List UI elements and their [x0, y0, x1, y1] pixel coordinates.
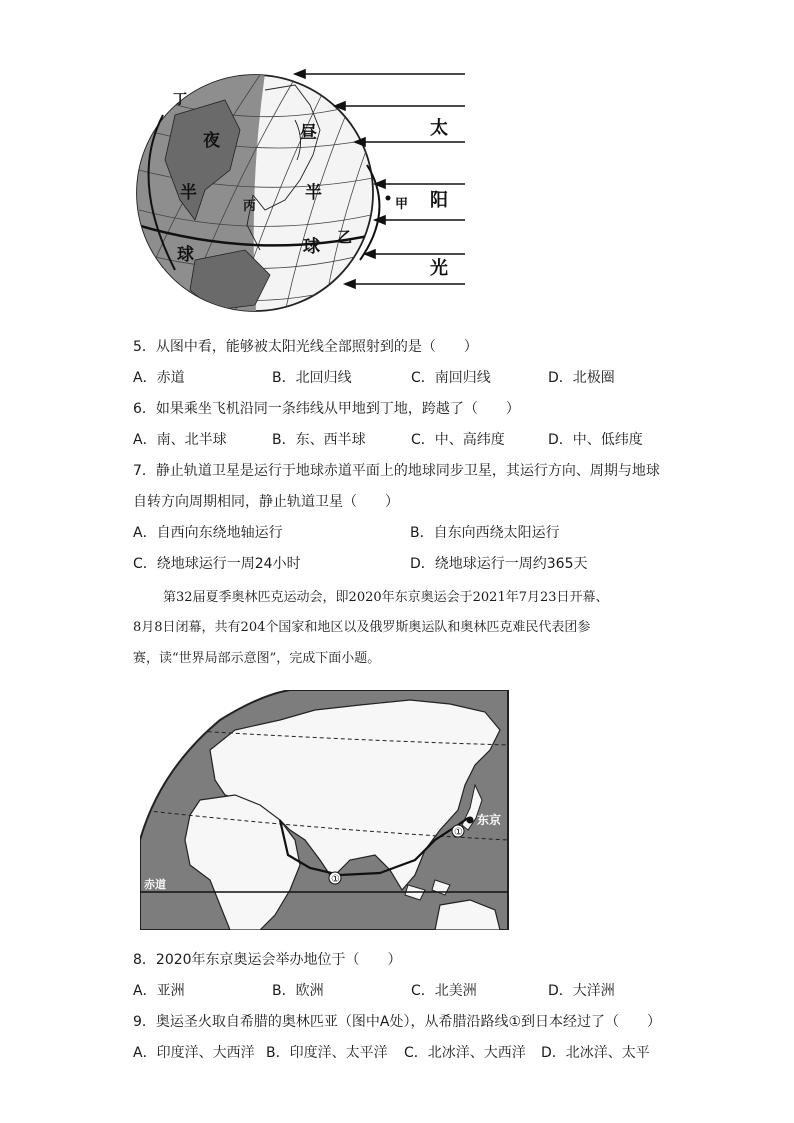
q5-option-d: D．北极圈 — [548, 370, 615, 386]
world-partial-map-figure — [140, 690, 510, 930]
q5-option-c: C．南回归线 — [411, 370, 491, 386]
night-label-2: 半 — [180, 183, 197, 203]
q9-option-d: D．北冰洋、太平 — [541, 1045, 650, 1061]
equator-label: 赤道 — [144, 878, 166, 891]
tokyo-label: 东京 — [477, 813, 502, 827]
question-5: 5．从图中看，能够被太阳光线全部照射到的是（ ） — [133, 339, 478, 355]
day-label-3: 球 — [303, 237, 320, 257]
passage-line-3: 赛，读“世界局部示意图”，完成下面小题。 — [133, 651, 381, 666]
route-marker-2: ① — [454, 827, 463, 838]
question-7-line-1: 7．静止轨道卫星是运行于地球赤道平面上的地球同步卫星，其运行方向、周期与地球 — [133, 463, 660, 479]
q7-option-d: D．绕地球运行一周约365天 — [410, 556, 588, 572]
night-label-1: 夜 — [203, 131, 220, 151]
point-yi: 乙 — [337, 228, 353, 246]
question-6: 6．如果乘坐飞机沿同一条纬线从甲地到丁地，跨越了（ ） — [133, 401, 520, 417]
day-label-1: 昼 — [300, 123, 317, 143]
globe-day-night-figure — [135, 60, 475, 325]
point-bing: 丙 — [243, 199, 257, 214]
q9-option-c: C．北冰洋、大西洋 — [404, 1045, 526, 1061]
q5-option-b: B．北回归线 — [272, 370, 352, 386]
sun-label-1: 太 — [430, 118, 448, 139]
passage-line-1: 第32届夏季奥林匹克运动会，即2020年东京奥运会于2021年7月23日开幕、 — [163, 590, 609, 605]
q8-option-c: C．北美洲 — [411, 983, 477, 999]
q6-option-d: D．中、低纬度 — [548, 432, 643, 448]
q7-option-b: B．自东向西绕太阳运行 — [410, 525, 560, 541]
question-8: 8．2020年东京奥运会举办地位于（ ） — [133, 952, 402, 968]
question-7-line-2: 自转方向周期相同，静止轨道卫星（ ） — [133, 494, 399, 510]
sun-label-2: 阳 — [430, 190, 448, 211]
q7-option-c: C．绕地球运行一周24小时 — [133, 556, 301, 572]
q5-option-a: A．赤道 — [133, 370, 185, 386]
q8-option-d: D．大洋洲 — [548, 983, 615, 999]
q6-option-a: A．南、北半球 — [133, 432, 227, 448]
q6-option-c: C．中、高纬度 — [411, 432, 505, 448]
night-label-3: 球 — [177, 245, 194, 265]
q8-option-b: B．欧洲 — [272, 983, 324, 999]
q9-option-b: B．印度洋、太平洋 — [266, 1045, 388, 1061]
passage-line-2: 8月8日闭幕，共有204个国家和地区以及俄罗斯奥运队和奥林匹克难民代表团参 — [133, 620, 591, 635]
point-jia: 甲 — [395, 197, 409, 212]
q8-option-a: A．亚洲 — [133, 983, 185, 999]
q9-option-a: A．印度洋、大西洋 — [133, 1045, 255, 1061]
q6-option-b: B．东、西半球 — [272, 432, 366, 448]
route-marker: ① — [331, 874, 340, 885]
day-label-2: 半 — [305, 183, 322, 203]
question-9: 9．奥运圣火取自希腊的奥林匹亚（图中A处），从希腊沿路线①到日本经过了（ ） — [133, 1014, 662, 1030]
q7-option-a: A．自西向东绕地轴运行 — [133, 525, 283, 541]
point-ding: 丁 — [173, 92, 187, 108]
sun-label-3: 光 — [430, 258, 448, 279]
